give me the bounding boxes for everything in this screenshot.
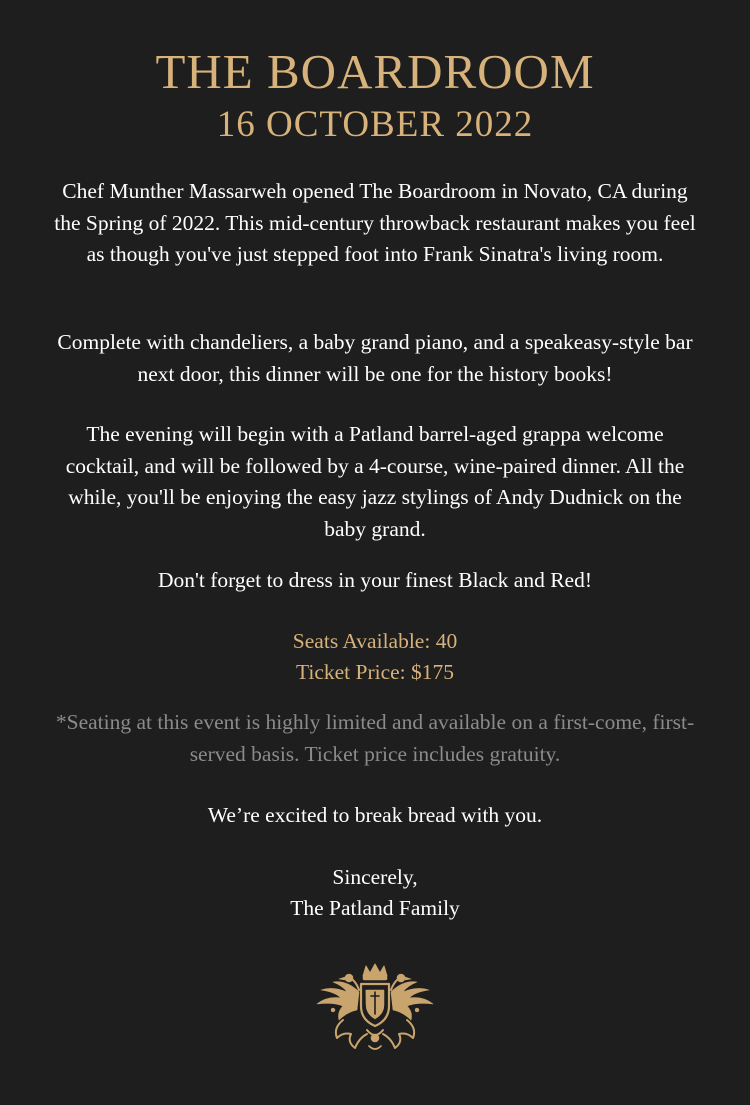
closing-message: We’re excited to break bread with you. [207,803,543,827]
signature: The Patland Family [290,896,460,920]
intro-paragraph: Chef Munther Massarweh opened The Boardroom in Novato, CA during the Spring of 2022. This mid-century throwback restaurant makes you feel as though you've just stepped foot into Frank Sinatra's living room. [54,179,696,266]
family-crest-icon [303,962,447,1054]
ticket-price: Ticket Price: $175 [295,660,455,684]
evening-paragraph: The evening will begin with a Patland barrel-aged grappa welcome cocktail, and will be followed by a 4-course, wine-paired dinner. All the while, you'll be enjoying the easy jazz stylings of Andy Dudnick on the baby grand. [65,422,685,541]
dress-code-paragraph: Don't forget to dress in your finest Black and Red! [158,568,592,592]
seats-available: Seats Available: 40 [292,629,458,653]
ambience-paragraph: Complete with chandeliers, a baby grand piano, and a speakeasy-style bar next door, this dinner will be one for the history books! [57,330,693,386]
event-date: 16 OCTOBER 2022 [216,104,534,145]
event-title: THE BOARDROOM [155,44,595,99]
seating-footnote: *Seating at this event is highly limited and available on a first-come, first-served basis. Ticket price includes gratuity. [55,710,695,766]
salutation: Sincerely, [332,865,418,889]
